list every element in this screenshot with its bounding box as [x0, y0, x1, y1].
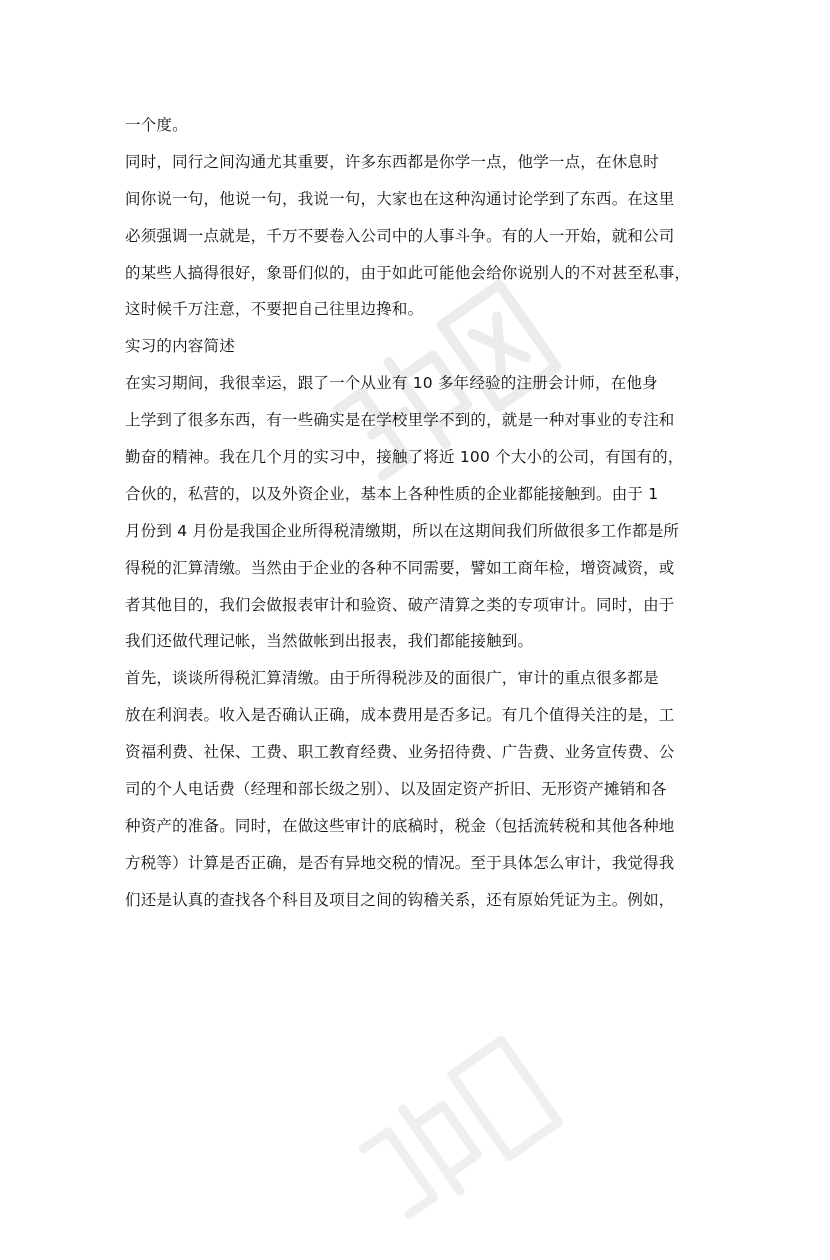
text-line: 司的个人电话费（经理和部长级之别）、以及固定资产折旧、无形资产摊销和各 [125, 780, 667, 799]
text-line: 们还是认真的查找各个科目及项目之间的钩稽关系，还有原始凭证为主。例如， [125, 890, 675, 909]
watermark-logo-icon [330, 1000, 590, 1260]
text-line: 一个度。 [125, 116, 188, 134]
text-line: 者其他目的，我们会做报表审计和验资、破产清算之类的专项审计。同时，由于 [125, 595, 675, 614]
text-line: 的某些人搞得很好，象哥们似的，由于如此可能他会给你说别人的不对甚至私事， [125, 263, 691, 282]
text-line: 同时，同行之间沟通尤其重要，许多东西都是你学一点，他学一点，在休息时 [125, 152, 659, 171]
text-line: 首先，谈谈所得税汇算清缴。由于所得税涉及的面很广，审计的重点很多都是 [125, 669, 659, 688]
text-line: 种资产的准备。同时，在做这些审计的底稿时，税金（包括流转税和其他各种地 [125, 816, 675, 835]
text-line: 上学到了很多东西，有一些确实是在学校里学不到的，就是一种对事业的专注和 [125, 411, 675, 430]
text-line: 必须强调一点就是，千万不要卷入公司中的人事斗争。有的人一开始，就和公司 [125, 226, 675, 245]
text-line: 合伙的，私营的，以及外资企业，基本上各种性质的企业都能接触到。由于 1 [125, 484, 659, 503]
text-line: 这时候千万注意，不要把自己往里边搀和。 [125, 300, 424, 319]
text-line: 月份到 4 月份是我国企业所得税清缴期，所以在这期间我们所做很多工作都是所 [125, 521, 680, 540]
text-line: 间你说一句，他说一句，我说一句，大家也在这种沟通讨论学到了东西。在这里 [125, 189, 675, 208]
text-line: 资福利费、社保、工费、职工教育经费、业务招待费、广告费、业务宣传费、公 [125, 743, 675, 762]
text-line: 我们还做代理记帐，当然做帐到出报表，我们都能接触到。 [125, 632, 534, 651]
section-heading: 实习的内容简述 [125, 337, 235, 356]
body-text [125, 107, 705, 919]
text-line: 勤奋的精神。我在几个月的实习中，接触了将近 100 个大小的公司，有国有的， [125, 448, 684, 467]
text-line: 放在利润表。收入是否确认正确，成本费用是否多记。有几个值得关注的是，工 [125, 706, 675, 725]
text-line: 方税等）计算是否正确，是否有异地交税的情况。至于具体怎么审计，我觉得我 [125, 853, 675, 872]
text-line: 在实习期间，我很幸运，跟了一个从业有 10 多年经验的注册会计师，在他身 [125, 374, 658, 393]
text-line: 得税的汇算清缴。当然由于企业的各种不同需要，譬如工商年检，增资减资，或 [125, 558, 675, 577]
